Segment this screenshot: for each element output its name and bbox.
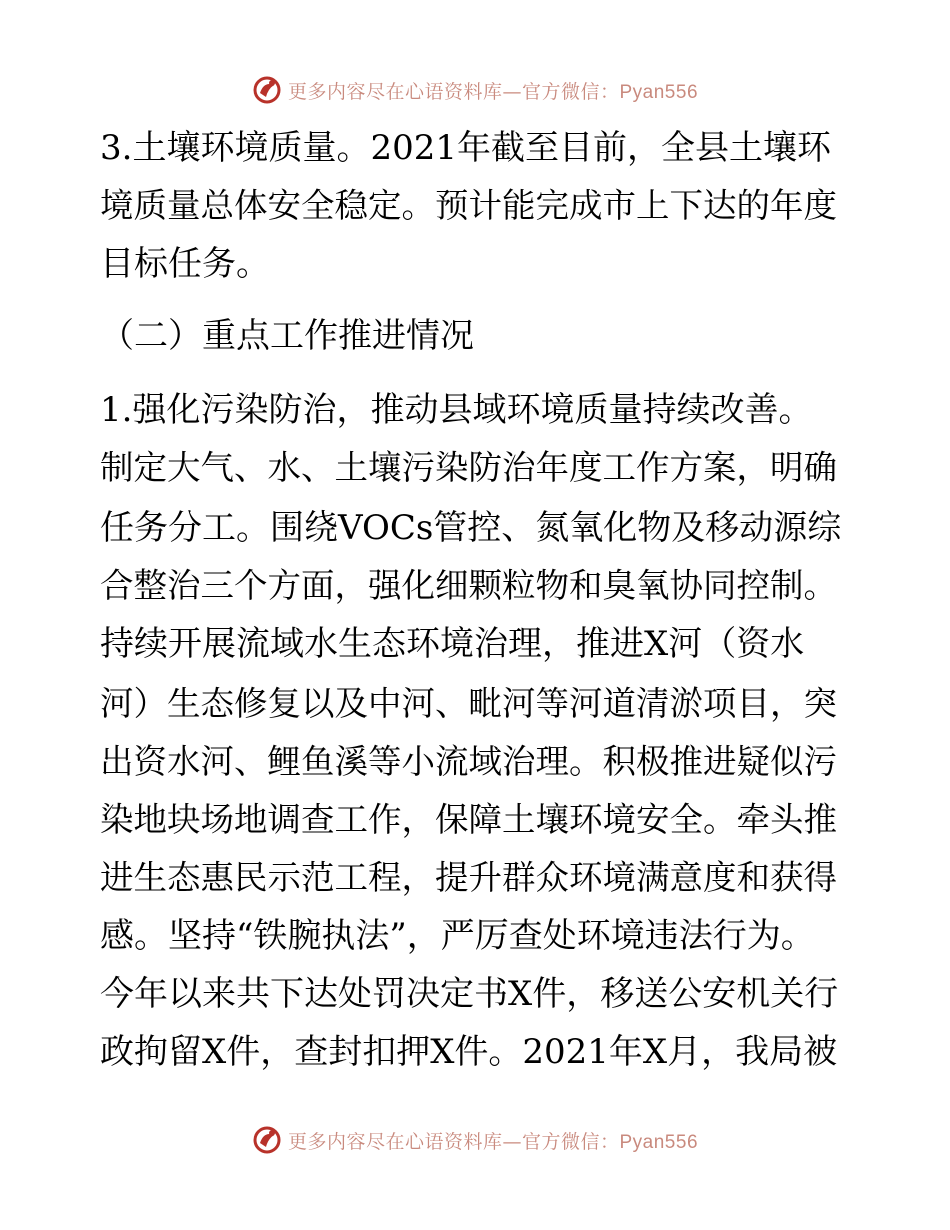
body-line: 任务分工。围绕VOCs管控、氮氧化物及移动源综: [100, 508, 842, 548]
body-line: 1.强化污染防治，推动县域环境质量持续改善。: [100, 390, 813, 430]
red-swirl-logo-icon: [252, 1125, 282, 1155]
body-line: 感。坚持“铁腕执法”，严厉查处环境违法行为。: [100, 916, 815, 956]
watermark-handle: Pyan556: [619, 81, 699, 103]
body-line: 持续开展流域水生态环境治理，推进X河（资水: [100, 624, 805, 664]
body-line: 合整治三个方面，强化细颗粒物和臭氧协同控制。: [100, 566, 837, 605]
watermark-text: 更多内容尽在心语资料库—官方微信：Pyan556: [287, 80, 699, 103]
section-heading: （二）重点工作推进情况: [100, 316, 474, 356]
body-line: 染地块场地调查工作，保障土壤环境安全。牵头推: [100, 800, 837, 839]
body-line: 境质量总体安全稳定。预计能完成市上下达的年度: [100, 186, 837, 225]
body-line: 河）生态修复以及中河、毗河等河道清淤项目，突: [100, 684, 837, 723]
body-line: 今年以来共下达处罚决定书X件，移送公安机关行: [100, 974, 839, 1014]
watermark-handle: Pyan556: [619, 1131, 699, 1153]
watermark-text: 更多内容尽在心语资料库—官方微信：Pyan556: [287, 1130, 699, 1153]
red-swirl-logo-icon: [252, 75, 282, 105]
body-line: 出资水河、鲤鱼溪等小流域治理。积极推进疑似污: [100, 742, 837, 781]
body-line: 目标任务。: [100, 244, 270, 284]
body-line: 政拘留X件，查封扣押X件。2021年X月，我局被: [100, 1032, 838, 1072]
body-line: 制定大气、水、土壤污染防治年度工作方案，明确: [100, 448, 837, 487]
header-watermark: [0, 72, 950, 108]
body-line: 3.土壤环境质量。2021年截至目前，全县土壤环: [100, 128, 831, 168]
footer-watermark: [0, 1122, 950, 1158]
body-line: 进生态惠民示范工程，提升群众环境满意度和获得: [100, 858, 837, 897]
